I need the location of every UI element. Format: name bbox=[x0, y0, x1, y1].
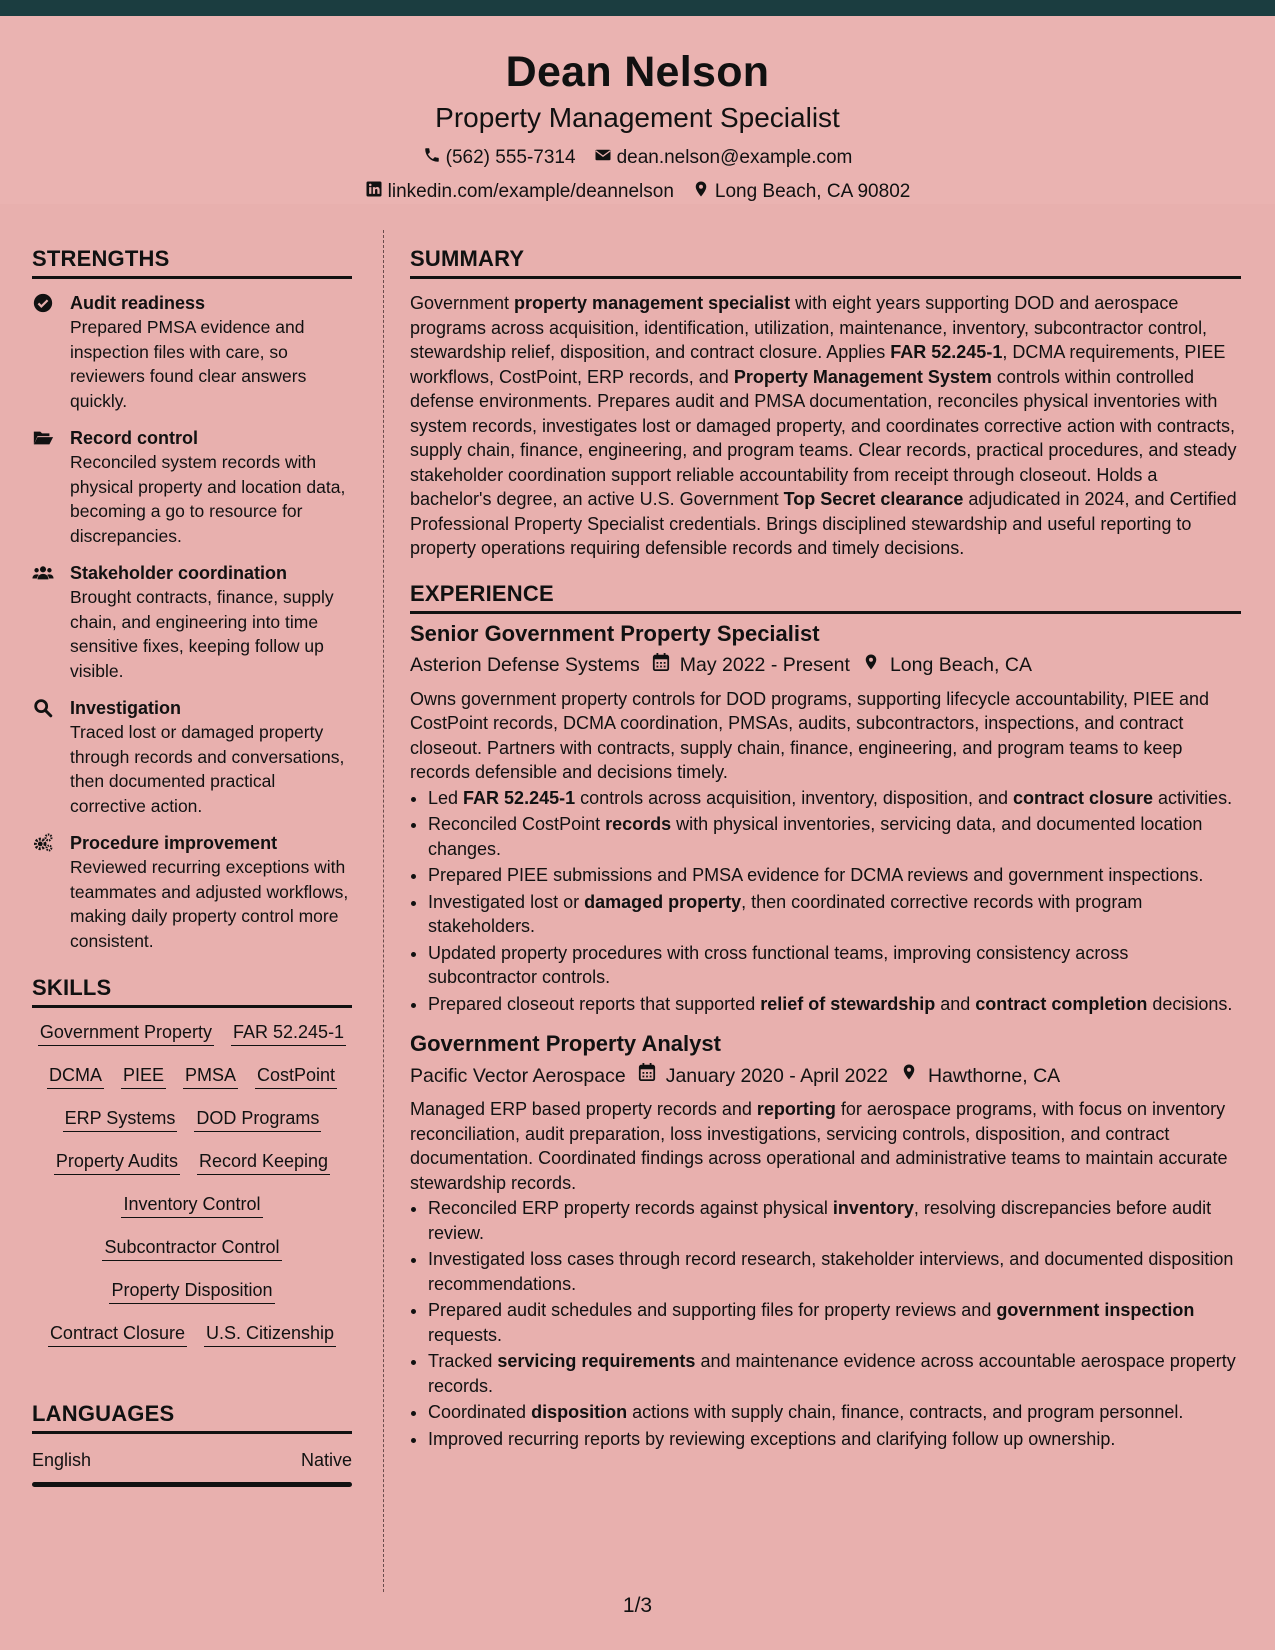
summary-heading: SUMMARY bbox=[410, 244, 1241, 279]
bullet-item bbox=[428, 1196, 1241, 1245]
left-column bbox=[32, 244, 352, 1487]
job-description: Owns government property controls for DOD programs, supporting lifecycle accountability, PIEE and CostPoint records, DCMA coordination, PMSAs, audits, subcontractors, inspections, and contract closeout. Partners with contracts, supply chain, finance, engineering, and program teams to keep records defensible and decisions timely. bbox=[410, 688, 1210, 782]
bullet-text: Tracked bbox=[428, 1351, 498, 1371]
strength-title: Procedure improvement bbox=[70, 833, 278, 853]
skill-tag: Contract Closure bbox=[48, 1321, 187, 1347]
summary-text: with eight years supporting DOD and aerospace programs across acquisition, identification, utilization, maintenance, inventory, subcontractor control, stewardship relief, disposition, and contract closure. Applies bbox=[410, 293, 1208, 362]
column-divider bbox=[383, 230, 384, 1592]
calendar-icon bbox=[638, 1062, 656, 1089]
job-meta bbox=[410, 652, 1241, 679]
job-dates: May 2022 - Present bbox=[679, 654, 850, 676]
skill-tag: ERP Systems bbox=[63, 1106, 178, 1132]
job-location: Hawthorne, CA bbox=[927, 1064, 1061, 1087]
bullet-text: controls across acquisition, inventory, disposition, and bbox=[575, 787, 1013, 808]
strengths-heading: STRENGTHS bbox=[32, 244, 352, 279]
candidate-name: Dean Nelson bbox=[505, 48, 770, 96]
bullet-text: and maintenance evidence across accountable aerospace property records. bbox=[428, 1351, 1236, 1396]
bullet-text: Investigated lost or bbox=[428, 891, 585, 912]
bullet-text: Prepared closeout reports that supported bbox=[428, 993, 761, 1014]
strength-item bbox=[32, 426, 352, 548]
bullet-text: activities. bbox=[1153, 787, 1233, 808]
bullet-bold: servicing requirements bbox=[497, 1351, 696, 1371]
linkedin-text: linkedin.com/example/deannelson bbox=[387, 181, 674, 202]
strength-title: Audit readiness bbox=[70, 293, 206, 313]
bullet-text: Prepared PIEE submissions and PMSA evidence for DCMA reviews and government inspections. bbox=[428, 865, 1204, 885]
bullet-item bbox=[428, 1247, 1241, 1296]
summary-text: controls within controlled defense environments. Prepares audit and PMSA documentation, reconciles physical inventories with system records, investigates lost or damaged property, and coordinates corrective action with contracts, supply chain, finance, engineering, and program teams. Clear records, practical procedures, and steady stakeholder coordination support reliable accountability from receipt through closeout. Holds a bachelor's degree, an active U.S. Government bbox=[410, 366, 1237, 509]
search-icon bbox=[32, 696, 58, 818]
bullet-text: Investigated loss cases through record research, stakeholder interviews, and documented disposition recommendations. bbox=[428, 1249, 1234, 1294]
strength-title: Investigation bbox=[70, 698, 182, 718]
skill-tag: FAR 52.245-1 bbox=[231, 1020, 346, 1046]
skill-tag: Inventory Control bbox=[121, 1192, 262, 1218]
company-name: Asterion Defense Systems bbox=[410, 654, 640, 676]
bullet-item bbox=[428, 992, 1241, 1017]
candidate-title: Property Management Specialist bbox=[435, 102, 840, 133]
skill-tag: Property Disposition bbox=[109, 1278, 274, 1304]
phone-icon bbox=[423, 146, 441, 170]
bullet-text: and bbox=[935, 993, 976, 1014]
bullet-text: Prepared audit schedules and supporting files for property reviews and bbox=[428, 1300, 997, 1320]
bullet-bold: damaged property bbox=[584, 891, 742, 912]
job-bullets bbox=[410, 1196, 1241, 1451]
language-level: Native bbox=[300, 1450, 352, 1470]
bullet-text: , then coordinated corrective records with program stakeholders. bbox=[428, 891, 1143, 936]
skills-heading: SKILLS bbox=[32, 973, 352, 1008]
strength-item bbox=[32, 561, 352, 683]
summary-bold: Top Secret clearance bbox=[783, 489, 964, 509]
bullet-item bbox=[428, 1349, 1241, 1398]
skill-tag: CostPoint bbox=[255, 1063, 337, 1089]
summary-bold: FAR 52.245-1 bbox=[890, 342, 1003, 362]
right-column bbox=[410, 244, 1241, 1465]
summary-bold: Property Management System bbox=[733, 366, 992, 387]
map-pin-icon bbox=[862, 652, 880, 679]
strength-desc: Prepared PMSA evidence and inspection files with care, so reviewers found clear answers quickly. bbox=[70, 317, 307, 411]
experience-heading: EXPERIENCE bbox=[410, 579, 1241, 614]
bullet-bold: disposition bbox=[531, 1402, 628, 1422]
company-name: Pacific Vector Aerospace bbox=[410, 1064, 626, 1087]
bullet-text: Coordinated bbox=[428, 1402, 532, 1422]
bullet-bold: records bbox=[605, 814, 672, 834]
calendar-icon bbox=[652, 652, 670, 679]
summary-bold: property management specialist bbox=[514, 293, 791, 313]
bullet-bold: contract closure bbox=[1013, 787, 1154, 808]
job-meta bbox=[410, 1062, 1241, 1089]
summary-text: , DCMA requirements, PIEE workflows, CostPoint, ERP records, and bbox=[410, 342, 1226, 387]
language-name: English bbox=[32, 1450, 92, 1470]
bullet-text: requests. bbox=[428, 1324, 503, 1345]
bullet-text: Reconciled ERP property records against physical bbox=[428, 1198, 833, 1218]
gears-icon bbox=[32, 831, 58, 953]
bullet-text: Led bbox=[428, 787, 464, 808]
bullet-item bbox=[428, 863, 1241, 888]
skill-tag: Subcontractor Control bbox=[102, 1235, 281, 1261]
strength-desc: Brought contracts, finance, supply chain, and engineering into time sensitive fixes, keeping follow up visible. bbox=[70, 587, 334, 681]
bullet-text: decisions. bbox=[1147, 993, 1233, 1014]
language-proficiency-bar bbox=[32, 1482, 352, 1487]
map-pin-icon bbox=[900, 1062, 918, 1089]
skill-tag: Record Keeping bbox=[197, 1149, 330, 1175]
strength-desc: Reviewed recurring exceptions with teammates and adjusted workflows, making daily property control more consistent. bbox=[70, 857, 349, 951]
summary-text: adjudicated in 2024, and Certified Professional Property Specialist credentials. Brings disciplined stewardship and useful reporting to property operations requiring defensible records and timely decisions. bbox=[410, 489, 1237, 558]
bullet-item bbox=[428, 1400, 1241, 1425]
strength-desc: Traced lost or damaged property through records and conversations, then documented practical corrective action. bbox=[70, 722, 345, 816]
bullet-bold: relief of stewardship bbox=[760, 993, 936, 1014]
phone-contact[interactable] bbox=[423, 146, 576, 170]
contact-row-2 bbox=[0, 180, 1275, 204]
email-contact[interactable] bbox=[594, 146, 853, 170]
summary-text bbox=[410, 291, 1241, 561]
strengths-list bbox=[32, 291, 352, 953]
bullet-item bbox=[428, 941, 1241, 990]
strength-item bbox=[32, 831, 352, 953]
skill-tag: PIEE bbox=[121, 1063, 166, 1089]
bullet-text: , resolving discrepancies before audit review. bbox=[428, 1198, 1212, 1243]
bullet-text: actions with supply chain, finance, contracts, and program personnel. bbox=[627, 1402, 1184, 1422]
bullet-bold: inventory bbox=[832, 1198, 914, 1218]
resume-header bbox=[0, 16, 1275, 204]
page-number: 1/3 bbox=[622, 1594, 653, 1617]
bullet-item bbox=[428, 890, 1241, 939]
bullet-bold: contract completion bbox=[975, 993, 1148, 1014]
skills-list bbox=[32, 1020, 352, 1347]
linkedin-icon bbox=[365, 180, 383, 204]
strength-title: Record control bbox=[70, 428, 199, 448]
language-row bbox=[32, 1448, 352, 1472]
bullet-item bbox=[428, 786, 1241, 811]
strength-item bbox=[32, 291, 352, 413]
email-text: dean.nelson@example.com bbox=[616, 147, 853, 168]
strength-title: Stakeholder coordination bbox=[70, 563, 288, 583]
top-accent-bar bbox=[0, 0, 1275, 16]
skill-tag: DOD Programs bbox=[194, 1106, 321, 1132]
check-circle-icon bbox=[32, 291, 58, 413]
job-dates: January 2020 - April 2022 bbox=[665, 1064, 888, 1087]
folder-open-icon bbox=[32, 426, 58, 548]
languages-heading: LANGUAGES bbox=[32, 1399, 352, 1434]
job-description-text: Managed ERP based property records and bbox=[410, 1099, 757, 1119]
job-location: Long Beach, CA bbox=[889, 654, 1032, 676]
linkedin-contact[interactable] bbox=[365, 180, 674, 204]
bullet-bold: FAR 52.245-1 bbox=[463, 787, 576, 808]
envelope-icon bbox=[594, 146, 612, 170]
phone-text: (562) 555-7314 bbox=[445, 147, 576, 168]
job-bullets bbox=[410, 786, 1241, 1017]
job-entry bbox=[410, 620, 1241, 1017]
strength-desc: Reconciled system records with physical property and location data, becoming a go to resource for discrepancies. bbox=[70, 452, 346, 546]
job-title: Government Property Analyst bbox=[410, 1031, 721, 1056]
job-description bbox=[410, 1097, 1241, 1195]
job-entry bbox=[410, 1030, 1241, 1451]
bullet-text: with physical inventories, servicing data, and documented location changes. bbox=[428, 814, 1203, 859]
skill-tag: Property Audits bbox=[54, 1149, 180, 1175]
bullet-item bbox=[428, 1427, 1241, 1452]
skill-tag: PMSA bbox=[183, 1063, 238, 1089]
map-pin-icon bbox=[692, 180, 710, 204]
strength-item bbox=[32, 696, 352, 818]
job-description-bold: reporting bbox=[756, 1099, 836, 1119]
skill-tag: DCMA bbox=[47, 1063, 104, 1089]
bullet-text: Reconciled CostPoint bbox=[428, 814, 606, 834]
bullet-text: Improved recurring reports by reviewing exceptions and clarifying follow up ownership. bbox=[428, 1428, 1116, 1449]
users-icon bbox=[32, 561, 58, 683]
location-contact bbox=[692, 180, 910, 204]
contact-row-1 bbox=[0, 146, 1275, 170]
bullet-text: Updated property procedures with cross functional teams, improving consistency across subcontractor controls. bbox=[428, 942, 1129, 987]
skill-tag: Government Property bbox=[38, 1020, 214, 1046]
skill-tag: U.S. Citizenship bbox=[204, 1321, 336, 1347]
location-text: Long Beach, CA 90802 bbox=[714, 181, 911, 202]
bullet-bold: government inspection bbox=[996, 1300, 1195, 1320]
job-title: Senior Government Property Specialist bbox=[410, 620, 820, 646]
bullet-item bbox=[428, 812, 1241, 861]
job-description-text: for aerospace programs, with focus on inventory reconciliation, audit preparation, loss investigations, servicing controls, disposition, and contract documentation. Coordinated findings across operational and administrative teams to maintain accurate stewardship records. bbox=[410, 1099, 1228, 1193]
bullet-item bbox=[428, 1298, 1241, 1347]
summary-text: Government bbox=[410, 293, 515, 313]
